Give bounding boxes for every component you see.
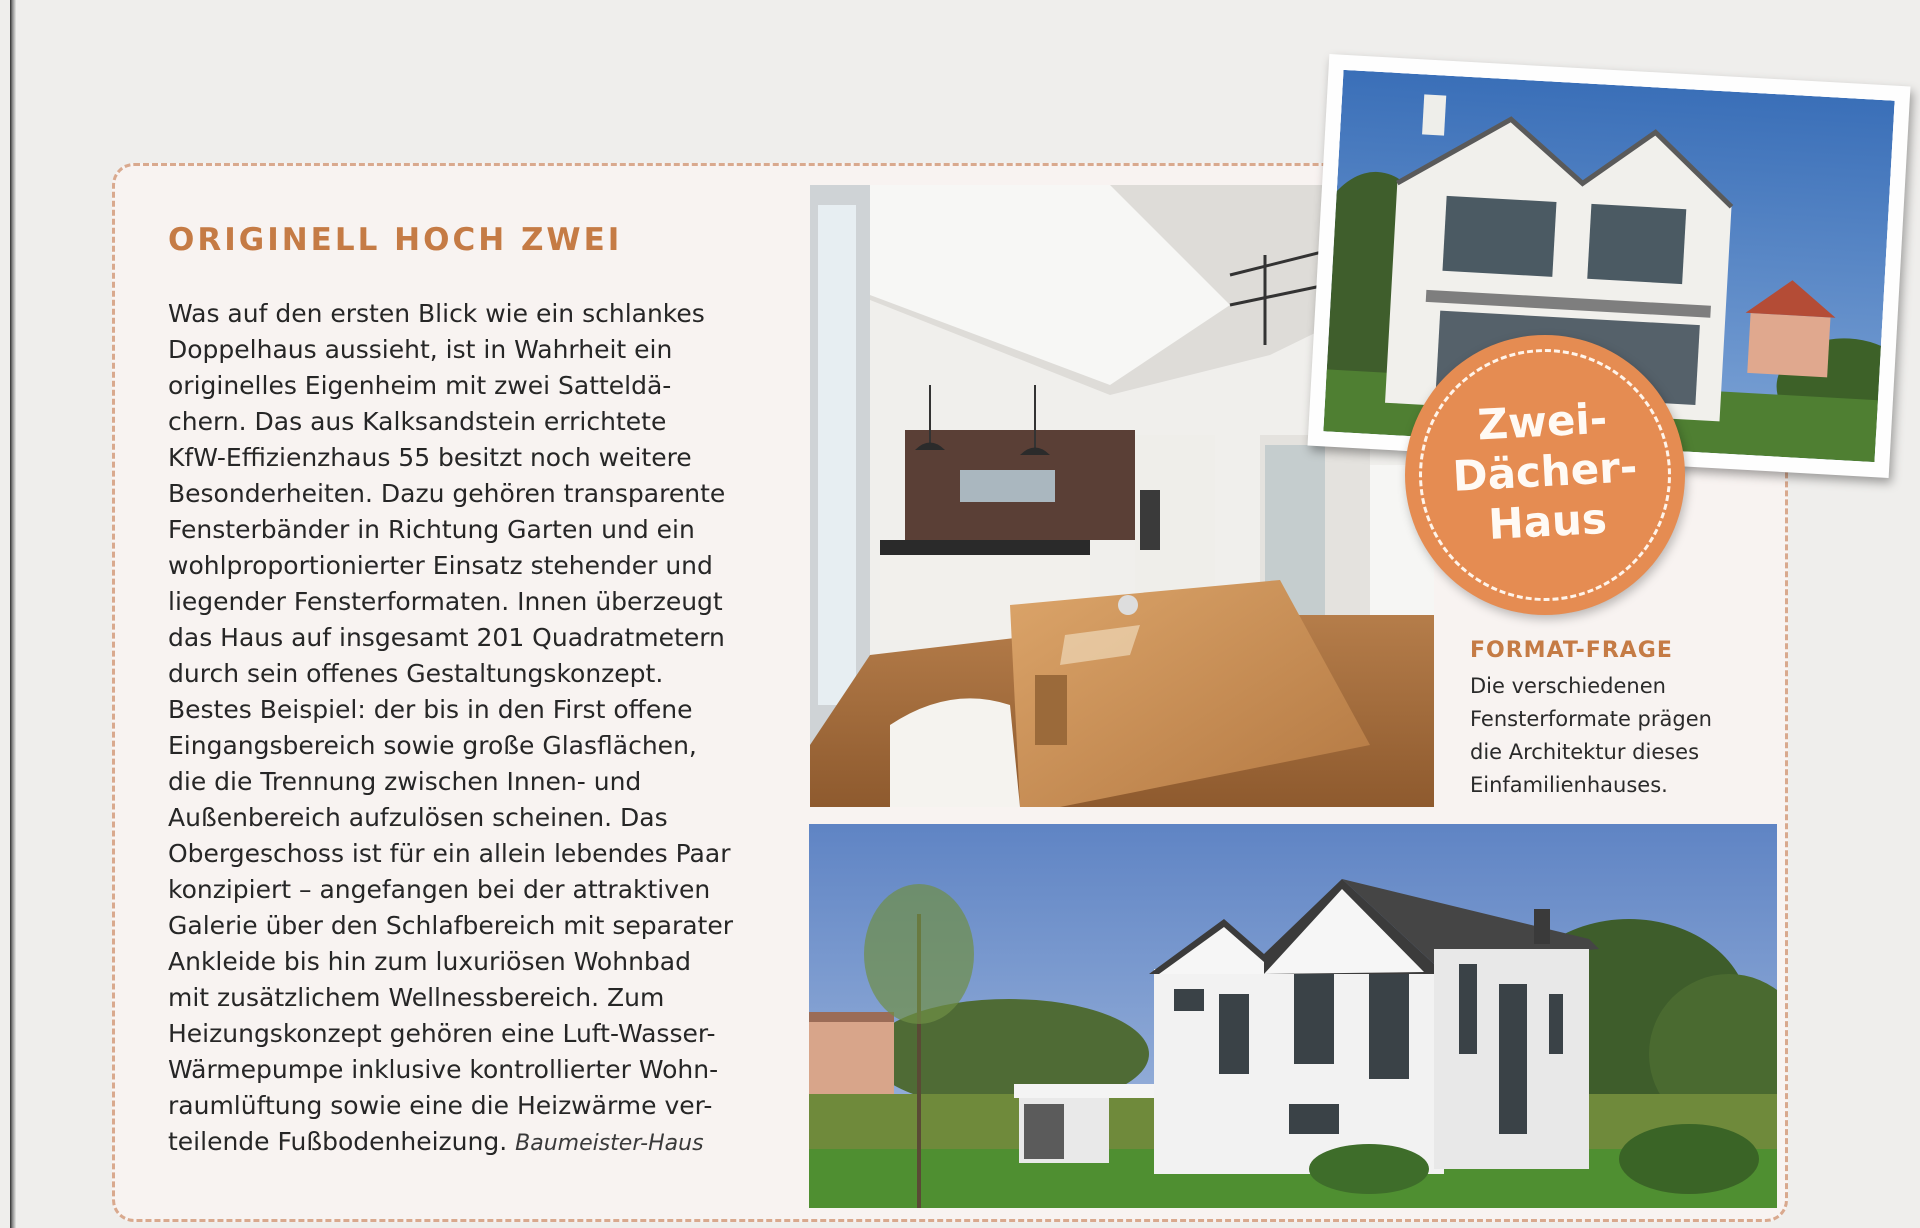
article-body (168, 296, 778, 1160)
badge-sticker (1405, 335, 1685, 615)
caption-line: Fensterformate prägen (1470, 707, 1712, 731)
body-line: Bestes Beispiel: der bis in den First offene (168, 695, 693, 724)
body-line: Ankleide bis hin zum luxuriösen Wohnbad (168, 947, 691, 976)
caption-line: Einfamilienhauses. (1470, 773, 1668, 797)
body-line: Außenbereich aufzulösen scheinen. Das (168, 803, 668, 832)
body-line-last (168, 1124, 778, 1160)
caption-text (1470, 670, 1770, 802)
badge-line: Zwei- (1476, 393, 1609, 450)
page-edge (10, 0, 16, 1228)
body-line: Eingangsbereich sowie große Glasflächen, (168, 731, 697, 760)
body-line: raumlüftung sowie eine die Heizwärme ver- (168, 1091, 713, 1120)
body-line: konzipiert – angefangen bei der attraktiven (168, 875, 711, 904)
body-line: Heizungskonzept gehören eine Luft-Wasser- (168, 1019, 716, 1048)
body-line: Obergeschoss ist für ein allein lebendes Paar (168, 839, 731, 868)
caption-title: FORMAT-FRAGE (1470, 638, 1673, 663)
photo-credit: Baumeister-Haus (515, 1131, 704, 1156)
badge-line: Dächer- (1451, 442, 1639, 501)
body-line: originelles Eigenheim mit zwei Satteldä- (168, 371, 672, 400)
body-line: chern. Das aus Kalksandstein errichtete (168, 407, 667, 436)
body-line: Fensterbänder in Richtung Garten und ein (168, 515, 695, 544)
body-line: liegender Fensterformaten. Innen überzeugt (168, 587, 723, 616)
body-line-text: teilende Fußbodenheizung. (168, 1127, 508, 1156)
body-line: Besonderheiten. Dazu gehören transparente (168, 479, 726, 508)
body-line: Doppelhaus aussieht, ist in Wahrheit ein (168, 335, 673, 364)
exterior-photo (809, 824, 1777, 1208)
body-line: das Haus auf insgesamt 201 Quadratmetern (168, 623, 725, 652)
body-line: durch sein offenes Gestaltungskonzept. (168, 659, 664, 688)
body-line: die die Trennung zwischen Innen- und (168, 767, 642, 796)
body-line: wohlproportionierter Einsatz stehender und (168, 551, 713, 580)
exterior-photo-image (809, 824, 1777, 1208)
badge-text (1401, 390, 1688, 554)
body-line: Galerie über den Schlafbereich mit separater (168, 911, 734, 940)
badge-line: Haus (1487, 493, 1608, 549)
body-line: Was auf den ersten Blick wie ein schlankes (168, 299, 705, 328)
body-line: mit zusätzlichem Wellnessbereich. Zum (168, 983, 665, 1012)
caption-line: Die verschiedenen (1470, 674, 1666, 698)
body-line: Wärmepumpe inklusive kontrollierter Wohn- (168, 1055, 719, 1084)
article-heading: ORIGINELL HOCH ZWEI (168, 222, 623, 258)
body-line: KfW-Effizienzhaus 55 besitzt noch weitere (168, 443, 692, 472)
caption-line: die Architektur dieses (1470, 740, 1700, 764)
